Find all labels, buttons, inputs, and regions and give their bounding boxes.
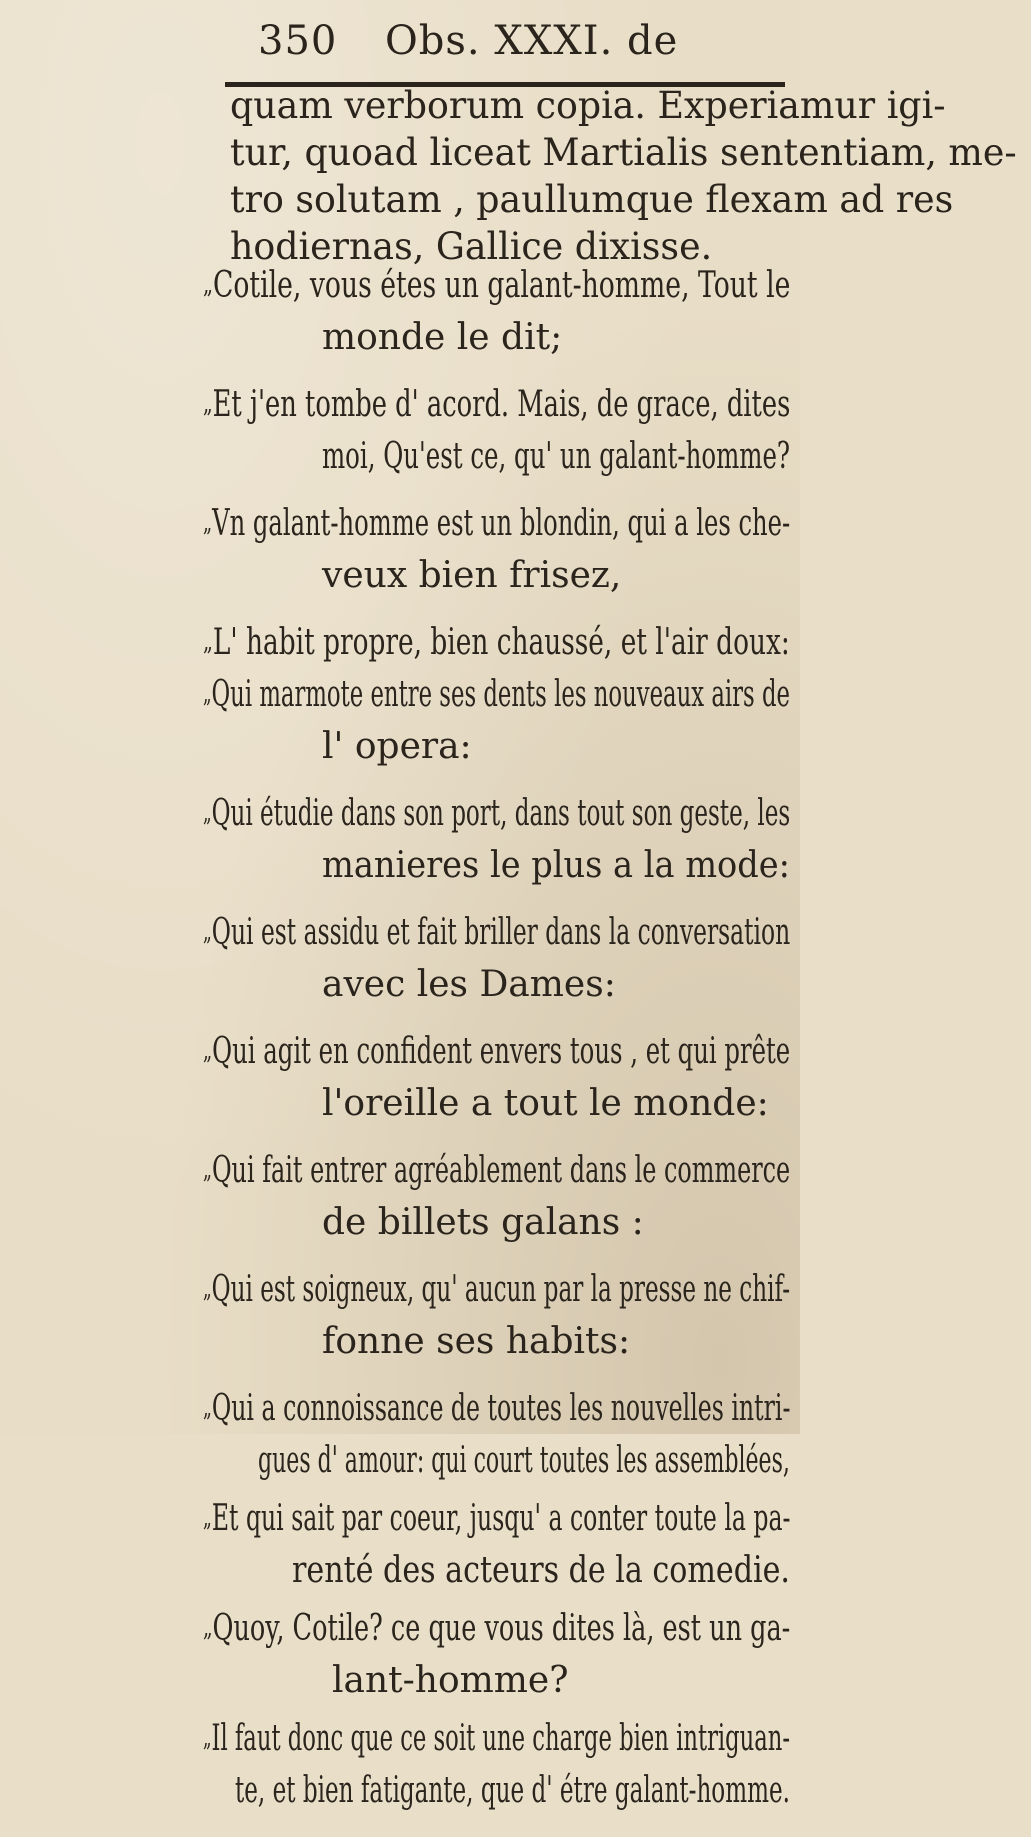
verse-first-line bbox=[203, 674, 790, 715]
verse-text: Vn galant-homme est un blondin, qui a les che- bbox=[212, 503, 791, 544]
verse-first-line bbox=[203, 622, 790, 663]
verse-text: Qui agit en confident envers tous , et qui prête bbox=[212, 1031, 791, 1072]
page-number: 350 bbox=[258, 18, 338, 64]
verse-text: Il faut donc que ce soit une charge bien intriguan- bbox=[211, 1718, 791, 1759]
verse bbox=[0, 1150, 800, 1269]
verse-continuation: moi, Qu'est ce, qu' un galant-homme? bbox=[322, 436, 791, 477]
quote-mark: „ bbox=[203, 270, 212, 300]
verse bbox=[0, 1608, 800, 1718]
verse-continuation: de billets galans : bbox=[322, 1202, 644, 1243]
verse-first-line bbox=[203, 912, 790, 953]
verse-continuation: l'oreille a tout le monde: bbox=[322, 1083, 769, 1124]
latin-line: tro solutam , paullumque flexam ad res bbox=[230, 178, 954, 221]
verse-first-line bbox=[203, 1388, 790, 1429]
quote-mark: „ bbox=[203, 389, 212, 419]
verse-text: Qui a connoissance de toutes les nouvelles intri- bbox=[211, 1388, 791, 1429]
verse-text: Qui est assidu et fait briller dans la conversation bbox=[211, 912, 791, 953]
verse-first-line bbox=[203, 1031, 790, 1072]
verse-first-line bbox=[203, 793, 790, 834]
verse-first-line bbox=[203, 1498, 790, 1539]
verse-text: Et j'en tombe d' acord. Mais, de grace, dites bbox=[212, 384, 791, 425]
verse-continuation: fonne ses habits: bbox=[322, 1321, 631, 1362]
verse bbox=[0, 793, 800, 912]
quote-mark: „ bbox=[203, 798, 211, 828]
verse-continuation: manieres le plus a la mode: bbox=[322, 845, 790, 886]
verse-first-line bbox=[203, 1269, 790, 1310]
verse bbox=[0, 1269, 800, 1388]
verse-first-line bbox=[203, 1718, 790, 1759]
verse bbox=[0, 912, 800, 1031]
verse bbox=[0, 503, 800, 622]
verse bbox=[0, 1498, 800, 1608]
latin-line: quam verborum copia. Experiamur igi- bbox=[230, 84, 946, 127]
latin-paragraph bbox=[230, 82, 1017, 270]
verse-text: Qui marmote entre ses dents les nouveaux airs de bbox=[211, 674, 790, 715]
quote-mark: „ bbox=[203, 1036, 211, 1066]
verse-text: Qui est soigneux, qu' aucun par la presse ne chif- bbox=[211, 1269, 791, 1310]
verse bbox=[0, 674, 800, 793]
verse bbox=[0, 265, 800, 384]
verse-first-line bbox=[203, 265, 790, 306]
running-head: Obs. XXXI. de bbox=[385, 18, 679, 64]
verse-continuation: renté des acteurs de la comedie. bbox=[292, 1550, 790, 1591]
verse-first-line bbox=[203, 1150, 790, 1191]
french-verses bbox=[0, 265, 800, 1837]
verse-continuation: gues d' amour: qui court toutes les assemblées, bbox=[258, 1440, 790, 1481]
verse bbox=[0, 1388, 800, 1498]
verse-text: Qui étudie dans son port, dans tout son geste, les bbox=[211, 793, 791, 834]
verse bbox=[0, 1718, 800, 1837]
quote-mark: „ bbox=[203, 508, 211, 538]
verse-continuation: lant-homme? bbox=[332, 1660, 569, 1701]
quote-mark: „ bbox=[203, 1274, 211, 1304]
verse-first-line bbox=[203, 384, 790, 425]
verse-text: Cotile, vous étes un galant-homme, Tout le bbox=[212, 265, 791, 306]
quote-mark: „ bbox=[203, 679, 211, 709]
verse-first-line bbox=[203, 1608, 790, 1649]
verse-text: L' habit propre, bien chaussé, et l'air doux: bbox=[212, 622, 790, 663]
verse-text: Quoy, Cotile? ce que vous dites là, est un ga- bbox=[212, 1608, 791, 1649]
latin-line: tur, quoad liceat Martialis sententiam, me- bbox=[230, 131, 1017, 174]
quote-mark: „ bbox=[203, 1723, 211, 1753]
verse-first-line bbox=[203, 503, 790, 544]
quote-mark: „ bbox=[203, 1393, 211, 1423]
verse-text: Et qui sait par coeur, jusqu' a conter toute la pa- bbox=[211, 1498, 791, 1539]
verse bbox=[0, 1031, 800, 1150]
verse-continuation: monde le dit; bbox=[322, 317, 563, 358]
quote-mark: „ bbox=[203, 1503, 211, 1533]
verse-continuation: te, et bien fatigante, que d' étre galant-homme. bbox=[235, 1770, 790, 1811]
verse-text: Qui fait entrer agréablement dans le commerce bbox=[211, 1150, 791, 1191]
verse-continuation: avec les Dames: bbox=[322, 964, 616, 1005]
verse-continuation: veux bien frisez, bbox=[322, 555, 622, 596]
quote-mark: „ bbox=[203, 917, 211, 947]
verse-continuation: l' opera: bbox=[322, 726, 472, 767]
page-header bbox=[0, 18, 800, 78]
verse bbox=[0, 622, 800, 674]
quote-mark: „ bbox=[203, 1155, 211, 1185]
quote-mark: „ bbox=[203, 627, 212, 657]
latin-line: hodiernas, Gallice dixisse. bbox=[230, 225, 713, 268]
verse bbox=[0, 384, 800, 503]
quote-mark: „ bbox=[203, 1613, 212, 1643]
